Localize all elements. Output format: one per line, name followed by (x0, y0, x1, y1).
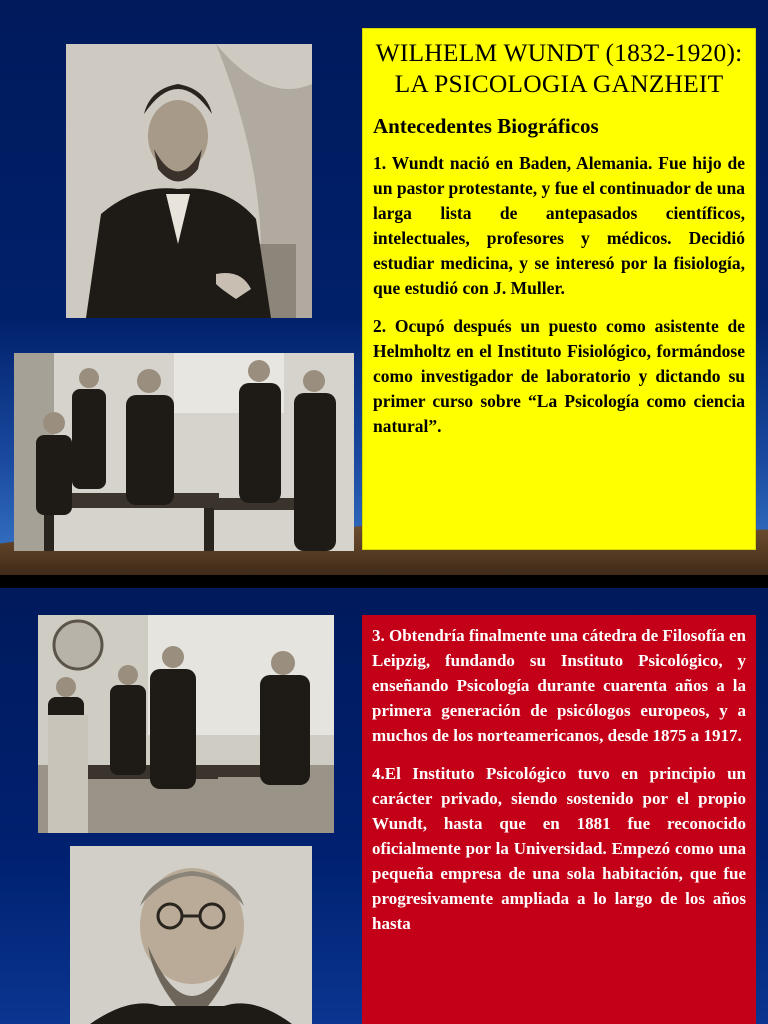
paragraph-1: 1. Wundt nació en Baden, Alemania. Fue hijo de un pastor protestante, y fue el continuador de una larga lista de antepasados científicos, intelectuales, profesores y médicos. Decidió estudiar medicina, y se interesó por la fisiología, que estudió con J. Muller. (373, 153, 745, 298)
paragraph-2: 2. Ocupó después un puesto como asistente de Helmholtz en el Instituto Fisiológico, formándose como investigador de laboratorio y dictando su primer curso sobre “La Psicología como ciencia natural”. (373, 316, 745, 436)
slide-title: WILHELM WUNDT (1832-1920): LA PSICOLOGIA GANZHEIT (375, 38, 743, 98)
portrait-photo-elder-wundt (70, 846, 312, 1024)
portrait-photo-young-wundt (66, 44, 312, 318)
paragraph-4: 4.El Instituto Psicológico tuvo en principio un carácter privado, siendo sostenido por el propio Wundt, hasta que en 1881 fue reconocido oficialmente por la Universidad. Empezó como una pequeña empresa de una sola habitación, que fue progresivamente ampliada a lo largo de los años hasta (372, 764, 746, 933)
slide-subtitle: Antecedentes Biográficos (373, 114, 599, 138)
paragraph-3: 3. Obtendría finalmente una cátedra de Filosofía en Leipzig, fundando su Instituto Psicológico, y enseñando Psicología durante cuarenta años a la primera generación de psicólogos europeos, y a muchos de los norteamericanos, desde 1875 a 1917. (372, 626, 746, 745)
slide-2 (0, 588, 768, 1024)
group-photo-laboratory (14, 353, 354, 551)
slide-2-text-box (362, 615, 756, 1024)
group-photo-institute (38, 615, 334, 833)
slide-1-text-box (362, 28, 756, 550)
